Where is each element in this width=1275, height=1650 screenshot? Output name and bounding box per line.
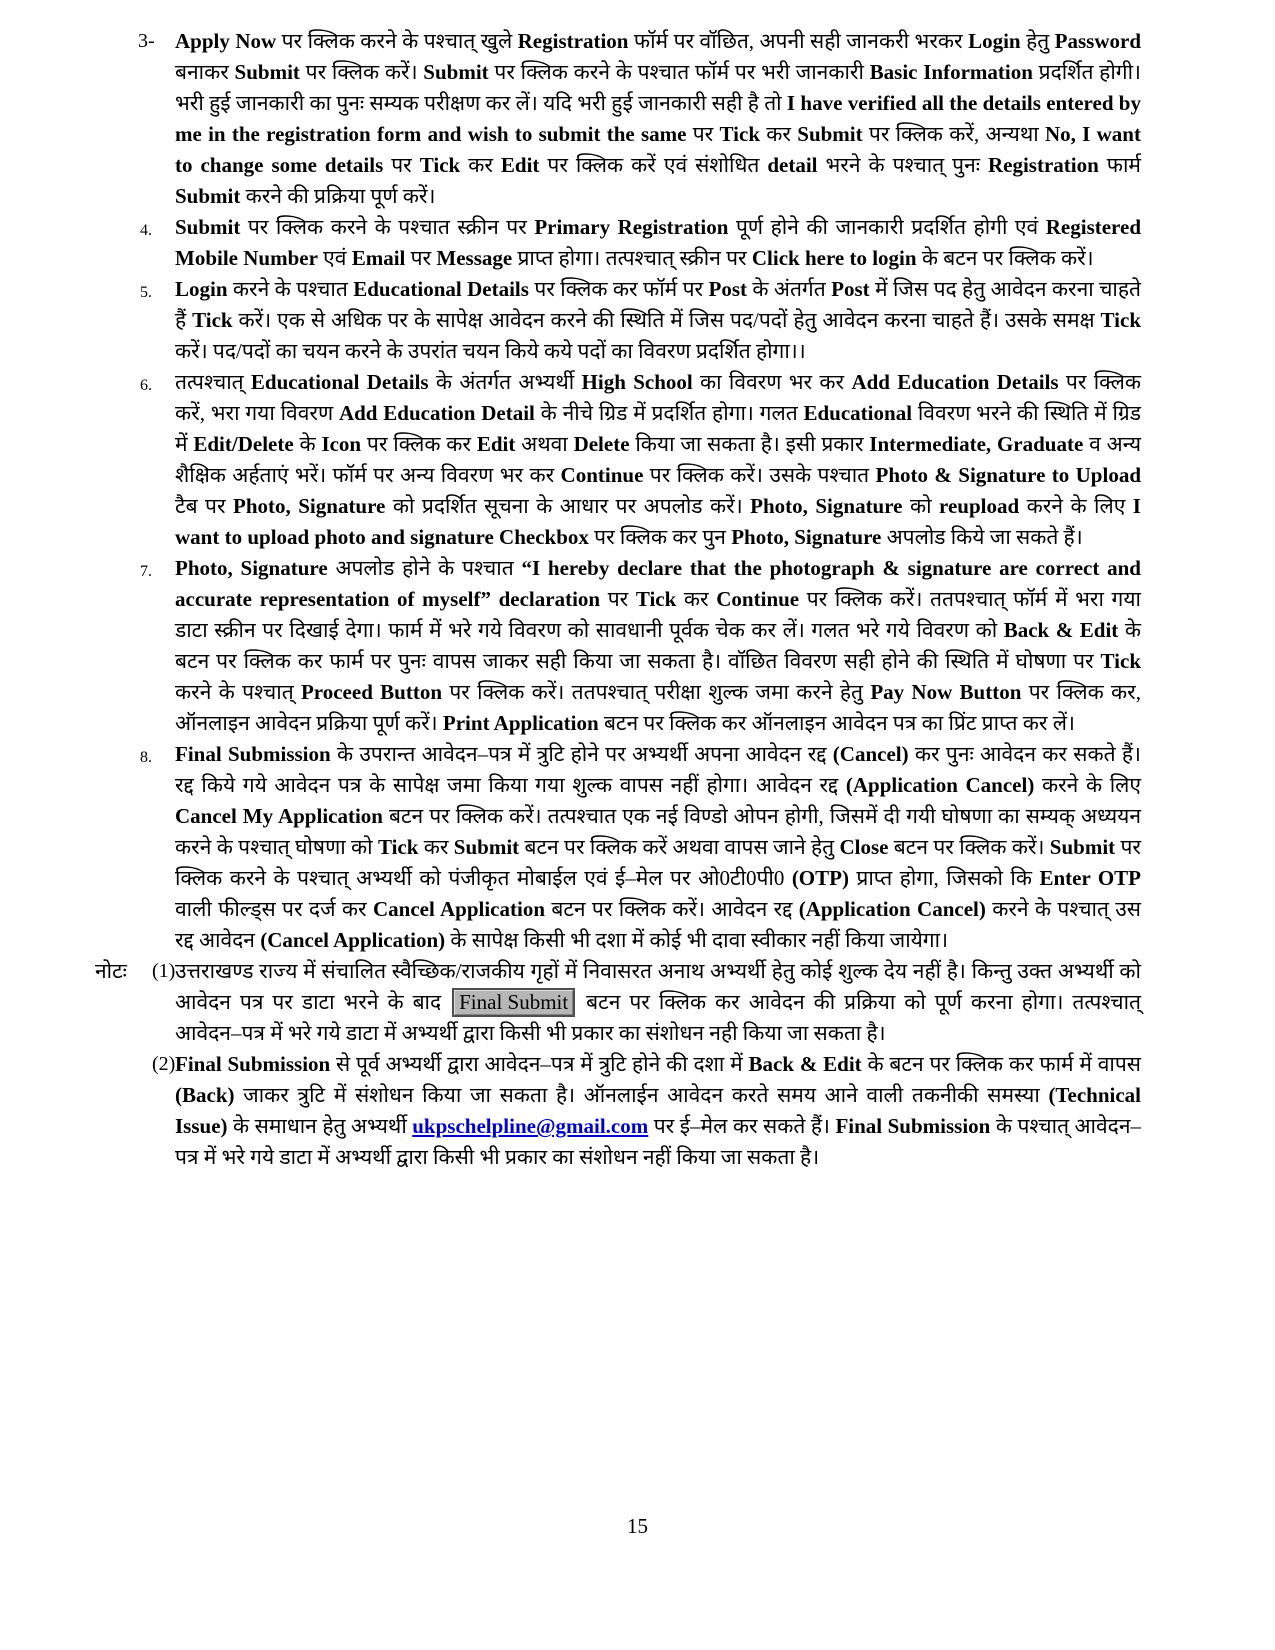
bold-text-run: Submit	[234, 60, 300, 84]
text-run: कर	[460, 153, 501, 177]
text-run: का विवरण भर कर	[692, 370, 852, 394]
bold-text-run: Edit	[476, 432, 516, 456]
item-text	[175, 29, 1141, 208]
bold-text-run: (Application Cancel)	[798, 897, 986, 921]
bold-text-run: No, I want to change some details	[175, 122, 1141, 177]
text-run: करने के पश्चात	[227, 277, 354, 301]
text-run: के अंतर्गत अभ्यर्थी	[428, 370, 582, 394]
text-run: करें। पद/पदों का चयन करने के उपरांत चयन किये कये पदों का विवरण प्रदर्शित होगा।।	[175, 339, 806, 363]
bold-text-run: Photo & Signature to Upload	[875, 463, 1141, 487]
bold-text-run: Tick	[377, 835, 419, 859]
text-run: व अन्य शैक्षिक अर्हताएं भरें। फॉर्म पर अन्य विवरण भर कर	[175, 432, 1142, 487]
bold-text-run: Intermediate, Graduate	[869, 432, 1084, 456]
bold-text-run: Pay Now Button	[870, 680, 1022, 704]
bold-text-run: Tick	[1100, 649, 1141, 673]
note-text	[175, 1052, 1141, 1169]
text-run: प्राप्त होगा। तत्पश्चात् स्क्रीन पर	[512, 246, 752, 270]
bold-text-run: (Application Cancel)	[845, 773, 1035, 797]
bold-text-run: Submit	[453, 835, 520, 859]
bold-text-run: Primary Registration	[534, 215, 729, 239]
text-run: बटन पर क्लिक कर आवेदन की प्रक्रिया को पूर्ण करना होगा। तत्पश्चात् आवेदन–पत्र में भरे गये डाटा में अभ्यर्थी द्वारा किसी भी प्रकार का संशोधन नही किया जा सकता है।	[175, 990, 1141, 1045]
text-run: तत्पश्चात्	[175, 370, 251, 394]
text-run: बटन पर क्लिक कर ऑनलाइन आवेदन पत्र का प्रिंट प्राप्त कर लें।	[598, 711, 1075, 735]
text-run: बटन पर क्लिक करें।	[888, 835, 1050, 859]
instructions-content	[95, 26, 1141, 1173]
note-text	[175, 959, 1141, 1045]
text-run: पर क्लिक करने के पश्चात फॉर्म पर भरी जानकारी	[488, 60, 870, 84]
text-run: के पश्चात् आवेदन–पत्र में भरे गये डाटा में अभ्यर्थी द्वारा किसी भी प्रकार का संशोधन नहीं किया जा सकता है।	[175, 1114, 1141, 1169]
text-run: पर	[600, 587, 636, 611]
text-run: करने के लिए	[1019, 494, 1133, 518]
list-item	[95, 274, 1141, 367]
text-run: पर क्लिक करने के पश्चात् अभ्यर्थी को पंजीकृत मोबाईल एवं ई–मेल पर ओ0टी0पी0	[175, 835, 1142, 890]
bold-text-run: Tick	[719, 122, 760, 146]
item-text	[175, 215, 1141, 270]
text-run: पूर्ण होने की जानकारी प्रदर्शित होगी एवं	[728, 215, 1046, 239]
bold-text-run: Submit	[175, 184, 241, 208]
list-item	[95, 553, 1141, 739]
text-run: के अंतर्गत	[747, 277, 832, 301]
text-run: बटन पर क्लिक करें। तत्पश्चात एक नई विण्डो ओपन होगी, जिसमें दी गयी घोषणा का सम्यक् अध्ययन करने के पश्चात् घोषणा को	[175, 804, 1141, 859]
text-run: पर क्लिक करें।	[299, 60, 424, 84]
item-text	[175, 742, 1141, 952]
list-item	[95, 212, 1141, 274]
text-run: पर	[686, 122, 720, 146]
text-run: करें। एक से अधिक पर के सापेक्ष आवेदन करने की स्थिति में जिस पद/पदों हेतु आवेदन करना चाहते हैं। उसके समक्ष	[232, 308, 1101, 332]
bold-text-run: reupload	[939, 494, 1020, 518]
text-run: करने के पश्चात्	[175, 680, 301, 704]
text-run: पर क्लिक करने के पश्चात स्क्रीन पर	[240, 215, 535, 239]
bold-text-run: Add Education Details	[851, 370, 1059, 394]
bold-text-run: High School	[581, 370, 693, 394]
notes-section	[95, 956, 1141, 1173]
bold-text-run: Registered Mobile Number	[175, 215, 1141, 270]
final-submit-button[interactable]: Final Submit	[452, 988, 575, 1017]
bold-text-run: Tick	[192, 308, 233, 332]
bold-text-run: Educational Details	[250, 370, 429, 394]
text-run: पर क्लिक कर, ऑनलाइन आवेदन प्रक्रिया पूर्ण करें।	[175, 680, 1142, 735]
page-number: 15	[627, 1514, 648, 1538]
text-run: के	[293, 432, 322, 456]
note-item	[95, 1049, 1141, 1173]
bold-text-run: I want to upload photo and signature Checkbox	[175, 494, 1141, 549]
bold-text-run: Educational	[803, 401, 913, 425]
bold-text-run: Icon	[321, 432, 362, 456]
bold-text-run: (Cancel)	[832, 742, 909, 766]
bold-text-run: Photo, Signature	[175, 556, 328, 580]
item-marker: 5.	[140, 284, 152, 301]
bold-text-run: Submit	[175, 215, 241, 239]
bold-text-run: Continue	[560, 463, 644, 487]
text-run: करने के लिए	[1034, 773, 1142, 797]
bold-text-run: Final Submission	[175, 1052, 331, 1076]
bold-text-run: Educational Details	[353, 277, 529, 301]
bold-text-run: Delete	[573, 432, 630, 456]
text-run: में जिस पद हेतु आवेदन करना चाहते हैं	[175, 277, 1141, 332]
text-run: किया जा सकता है। इसी प्रकार	[629, 432, 870, 456]
bold-text-run: Add Education Detail	[338, 401, 535, 425]
text-run: पर	[383, 153, 420, 177]
text-run: को	[902, 494, 939, 518]
text-run: के बटन पर क्लिक करें।	[916, 246, 1094, 270]
text-run: अपलोड होने के पश्चात	[327, 556, 522, 580]
item-marker: 6.	[140, 377, 152, 394]
text-run: के समाधान हेतु अभ्यर्थी	[227, 1114, 413, 1138]
bold-text-run: Continue	[716, 587, 800, 611]
list-item	[95, 367, 1141, 553]
item-marker: 8.	[140, 749, 152, 766]
list-item	[95, 26, 1141, 212]
bold-text-run: Submit	[1049, 835, 1116, 859]
bold-text-run: detail	[767, 153, 818, 177]
text-run: जाकर त्रुटि में संशोधन किया जा सकता है। ऑनलाईन आवेदन करते समय आने वाली तकनीकी समस्या	[234, 1083, 1049, 1107]
item-text	[175, 277, 1141, 363]
bold-text-run: Email	[351, 246, 406, 270]
text-run: फॉर्म पर वॉछित, अपनी सही जानकरी भरकर	[628, 29, 969, 53]
text-run: पर क्लिक कर	[361, 432, 477, 456]
item-text	[175, 556, 1141, 735]
bold-text-run: Proceed Button	[300, 680, 443, 704]
list-item	[95, 739, 1141, 956]
text-run: पर क्लिक कर फॉर्म पर	[528, 277, 709, 301]
bold-text-run: I have verified all the details entered by me in the registration form and wish to submit the same	[175, 91, 1141, 146]
numbered-list	[95, 26, 1141, 956]
text-run: पर क्लिक कर पुन	[588, 525, 732, 549]
item-marker: 3-	[138, 30, 155, 52]
note-item	[95, 956, 1141, 1049]
text-run: के बटन पर क्लिक कर फार्म पर पुनः वापस जाकर सही किया जा सकता है। वॉछित विवरण सही होने की स्थिति में घोषणा पर	[175, 618, 1141, 673]
item-marker: 7.	[140, 563, 152, 580]
text-run: अपलोड किये जा सकते हैं।	[881, 525, 1083, 549]
bold-text-run: Tick	[635, 587, 677, 611]
text-run: को प्रदर्शित सूचना के आधार पर अपलोड करें।	[385, 494, 751, 518]
bold-text-run: Close	[839, 835, 889, 859]
text-run: पर क्लिक करें, भरा गया विवरण	[175, 370, 1141, 425]
bold-text-run: Click here to login	[751, 246, 917, 270]
text-run: पर ई–मेल कर सकते हैं।	[648, 1114, 836, 1138]
bold-text-run: Message	[436, 246, 513, 270]
bold-text-run: “I hereby declare that the photograph & signature are correct and accurate representation of myself” declaration	[175, 556, 1141, 611]
note-marker: (1)	[152, 960, 176, 982]
text-run: के सापेक्ष किसी भी दशा में कोई भी दावा स्वीकार नहीं किया जायेगा।	[445, 928, 949, 952]
bold-text-run: Back & Edit	[748, 1052, 862, 1076]
text-run: टैब पर	[175, 494, 234, 518]
bold-text-run: Cancel Application	[372, 897, 545, 921]
bold-text-run: Photo, Signature	[750, 494, 903, 518]
bold-text-run: Registration	[987, 153, 1099, 177]
bold-text-run: Password	[1054, 29, 1142, 53]
note-marker: (2)	[152, 1053, 176, 1075]
bold-text-run: Registration	[517, 29, 629, 53]
bold-text-run: Post	[708, 277, 747, 301]
text-run: के बटन पर क्लिक कर फार्म में वापस	[861, 1052, 1141, 1076]
bold-text-run: Basic Information	[869, 60, 1033, 84]
text-run: प्रदर्शित होगी। भरी हुई जानकारी का पुनः सम्यक परीक्षण कर लें। यदि भरी हुई जानकारी सही है तो	[175, 60, 1141, 115]
text-run: कर	[676, 587, 717, 611]
note-label: नोटः	[95, 959, 127, 983]
bold-text-run: Login	[175, 277, 228, 301]
text-run: अथवा	[515, 432, 574, 456]
bold-text-run: Submit	[423, 60, 489, 84]
text-run: एवं	[317, 246, 352, 270]
text-run: भरने के पश्चात् पुनः	[817, 153, 988, 177]
bold-text-run: Login	[968, 29, 1021, 53]
text-run: पर क्लिक करें एवं संशोधित	[539, 153, 768, 177]
bold-text-run: Photo, Signature	[731, 525, 882, 549]
bold-text-run: (OTP)	[791, 866, 849, 890]
bold-text-run: Photo, Signature	[233, 494, 386, 518]
text-run: से पूर्व अभ्यर्थी द्वारा आवेदन–पत्र में त्रुटि होने की दशा में	[330, 1052, 749, 1076]
text-run: पर क्लिक करें। ततपश्चात् फॉर्म में भरा गया डाटा स्क्रीन पर दिखाई देगा। फार्म में भरे गये विवरण को सावधानी पूर्वक चेक कर लें। गलत भरे गये विवरण को	[175, 587, 1141, 642]
text-run: उत्तराखण्ड राज्य में संचालित स्वैच्छिक/राजकीय गृहों में निवासरत अनाथ अभ्यर्थी हेतु कोई शुल्क देय नहीं है। किन्तु उक्त अभ्यर्थी को आवेदन पत्र पर डाटा भरने के बाद	[175, 959, 1141, 1014]
item-marker: 4.	[140, 222, 152, 239]
bold-text-run: Edit/Delete	[193, 432, 294, 456]
bold-text-run: Edit	[500, 153, 540, 177]
bold-text-run: (Cancel Application)	[260, 928, 446, 952]
bold-text-run: Enter OTP	[1039, 866, 1142, 890]
bold-text-run: Submit	[797, 122, 863, 146]
bold-text-run: (Technical Issue)	[175, 1083, 1141, 1138]
text-run: करने के पश्चात् उस रद्द आवेदन	[175, 897, 1142, 952]
text-run: कर	[418, 835, 454, 859]
text-run: हेतु	[1020, 29, 1055, 53]
text-run: करने की प्रक्रिया पूर्ण करें।	[240, 184, 436, 208]
text-run: के उपरान्त आवेदन–पत्र में त्रुटि होने पर अभ्यर्थी अपना आवेदन रद्द	[330, 742, 833, 766]
bold-text-run: Back & Edit	[1003, 618, 1119, 642]
bold-text-run: (Back)	[175, 1083, 235, 1107]
bold-text-run: Print Application	[442, 711, 599, 735]
text-run: वाली फील्ड्स पर दर्ज कर	[175, 897, 373, 921]
bold-text-run: Tick	[419, 153, 461, 177]
text-run: बटन पर क्लिक करें अथवा वापस जाने हेतु	[519, 835, 840, 859]
text-run: बटन पर क्लिक करें। आवेदन रद्द	[545, 897, 799, 921]
text-run: पर क्लिक करने के पश्चात् खुले	[276, 29, 518, 53]
text-run: पर क्लिक करें। ततपश्चात् परीक्षा शुल्क जमा करने हेतु	[442, 680, 871, 704]
bold-text-run: Final Submission	[835, 1114, 991, 1138]
text-run: फार्म	[1098, 153, 1141, 177]
text-run: कर पुनः आवेदन कर सकते हैं। रद्द किये गये आवेदन पत्र के सापेक्ष जमा किया गया शुल्क वापस नहीं होगा। आवेदन रद्द	[175, 742, 1142, 797]
text-run: बनाकर	[175, 60, 235, 84]
text-run: विवरण भरने की स्थिति में ग्रिड में	[175, 401, 1142, 456]
text-run: के नीचे ग्रिड में प्रदर्शित होगा। गलत	[534, 401, 804, 425]
text-run: प्राप्त होगा, जिसको कि	[848, 866, 1040, 890]
text-run: पर	[405, 246, 437, 270]
bold-text-run: Tick	[1100, 308, 1142, 332]
text-run: पर क्लिक करें, अन्यथा	[862, 122, 1045, 146]
text-run: कर	[760, 122, 798, 146]
bold-text-run: Final Submission	[175, 742, 331, 766]
text-run: पर क्लिक करें। उसके पश्चात	[643, 463, 876, 487]
bold-text-run: Post	[831, 277, 870, 301]
email-link[interactable]: ukpschelpline@gmail.com	[412, 1114, 649, 1138]
bold-text-run: Cancel My Application	[175, 804, 383, 828]
bold-text-run: Apply Now	[175, 29, 277, 53]
item-text	[175, 370, 1141, 549]
